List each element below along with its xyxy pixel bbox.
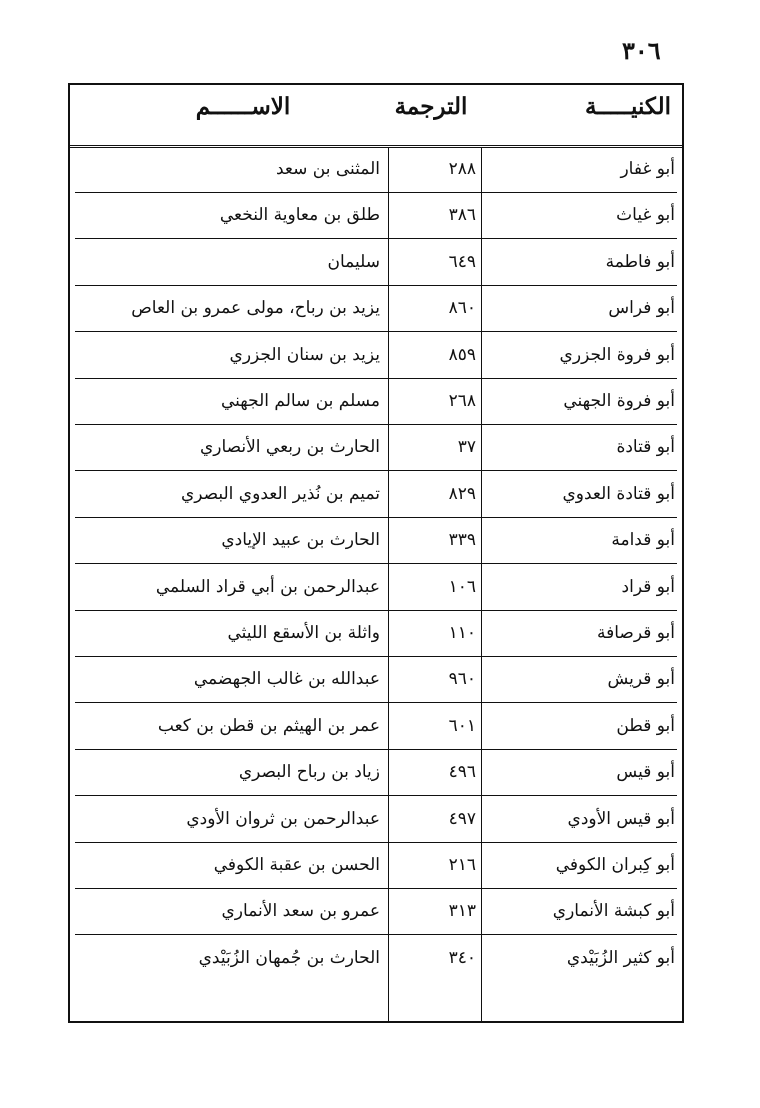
table-row <box>70 797 682 843</box>
name-cell: واثلة بن الأسقع الليثي <box>227 623 380 643</box>
table-row <box>70 936 682 982</box>
name-cell: الحارث بن جُمهان الزُبَيْدي <box>198 947 380 968</box>
tarjama-number-cell: ٤٩٦ <box>448 762 476 783</box>
name-cell: تميم بن نُذير العدوي البصري <box>180 483 380 504</box>
kunya-cell: أبو كبشة الأنماري <box>552 901 675 922</box>
tarjama-number-cell: ٢١٦ <box>448 855 476 875</box>
kunya-cell: أبو قدامة <box>611 530 675 551</box>
tarjama-number-cell: ٦٠١ <box>448 715 476 736</box>
name-cell: يزيد بن سنان الجزري <box>229 344 380 365</box>
table-row <box>70 518 682 564</box>
name-cell: المثنى بن سعد <box>275 159 380 179</box>
table-row <box>70 193 682 239</box>
table-row <box>70 657 682 703</box>
tarjama-number-cell: ٣٣٩ <box>448 530 476 551</box>
tarjama-number-cell: ٢٦٨ <box>448 391 476 411</box>
name-cell: عبدالرحمن بن أبي قراد السلمي <box>155 576 380 597</box>
tarjama-number-cell: ١١٠ <box>448 623 476 643</box>
kunya-cell: أبو قريش <box>607 669 675 690</box>
name-cell: الحارث بن ربعي الأنصاري <box>199 437 380 458</box>
table-row <box>70 425 682 471</box>
name-cell: طلق بن معاوية النخعي <box>219 205 380 226</box>
tarjama-number-cell: ٦٤٩ <box>448 251 476 272</box>
table-row <box>70 333 682 379</box>
table-row <box>70 750 682 796</box>
table-row <box>70 889 682 935</box>
tarjama-number-cell: ٣٤٠ <box>448 947 476 968</box>
name-cell: عمرو بن سعد الأنماري <box>221 901 380 922</box>
header-tarjama: الترجمة <box>394 93 468 120</box>
table-row <box>70 472 682 518</box>
header-ism: الاســــــم <box>195 93 291 120</box>
table-row <box>70 843 682 889</box>
kunya-cell: أبو قتادة <box>616 437 675 458</box>
name-cell: يزيد بن رباح، مولى عمرو بن العاص <box>131 298 380 319</box>
name-cell: عبدالله بن غالب الجهضمي <box>193 669 380 690</box>
kunya-cell: أبو قيس <box>616 762 675 783</box>
name-cell: زياد بن رباح البصري <box>238 762 380 783</box>
tarjama-number-cell: ٣١٣ <box>448 901 476 922</box>
kunya-cell: أبو قيس الأودي <box>567 808 675 829</box>
tarjama-number-cell: ٨٥٩ <box>448 344 476 365</box>
kunya-table <box>68 83 684 1023</box>
kunya-cell: أبو قرصافة <box>596 623 675 643</box>
name-cell: عبدالرحمن بن ثروان الأودي <box>186 808 380 829</box>
kunya-cell: أبو فروة الجزري <box>559 344 675 365</box>
table-row <box>70 379 682 425</box>
kunya-cell: أبو فروة الجهني <box>563 391 675 411</box>
kunya-cell: أبو غفار <box>620 159 675 179</box>
table-row <box>70 147 682 193</box>
name-cell: سليمان <box>327 251 380 272</box>
table-row <box>70 704 682 750</box>
tarjama-number-cell: ٣٧ <box>457 437 476 458</box>
table-row <box>70 240 682 286</box>
kunya-cell: أبو قراد <box>621 576 675 597</box>
table-row <box>70 565 682 611</box>
page-number: ٣٠٦ <box>622 36 661 65</box>
table-header <box>70 85 682 148</box>
tarjama-number-cell: ١٠٦ <box>448 576 476 597</box>
tarjama-number-cell: ٣٨٦ <box>448 205 476 226</box>
tarjama-number-cell: ٩٦٠ <box>448 669 476 690</box>
kunya-cell: أبو كِبران الكوفي <box>555 855 675 875</box>
kunya-cell: أبو قطن <box>616 715 675 736</box>
tarjama-number-cell: ٤٩٧ <box>448 808 476 829</box>
name-cell: مسلم بن سالم الجهني <box>220 391 380 411</box>
kunya-cell: أبو قتادة العدوي <box>562 483 675 504</box>
kunya-cell: أبو فراس <box>608 298 675 319</box>
tarjama-number-cell: ٨٦٠ <box>448 298 476 319</box>
name-cell: الحسن بن عقبة الكوفي <box>213 855 380 875</box>
header-kunya: الكنيـــــة <box>584 93 671 120</box>
tarjama-number-cell: ٢٨٨ <box>448 159 476 179</box>
kunya-cell: أبو غياث <box>616 205 675 226</box>
kunya-cell: أبو كثير الزُبَيْدي <box>566 947 675 968</box>
table-row <box>70 611 682 657</box>
kunya-cell: أبو فاطمة <box>605 251 675 272</box>
name-cell: الحارث بن عبيد الإيادي <box>221 530 380 551</box>
tarjama-number-cell: ٨٢٩ <box>448 483 476 504</box>
table-row <box>70 286 682 332</box>
name-cell: عمر بن الهيثم بن قطن بن كعب <box>157 715 380 736</box>
